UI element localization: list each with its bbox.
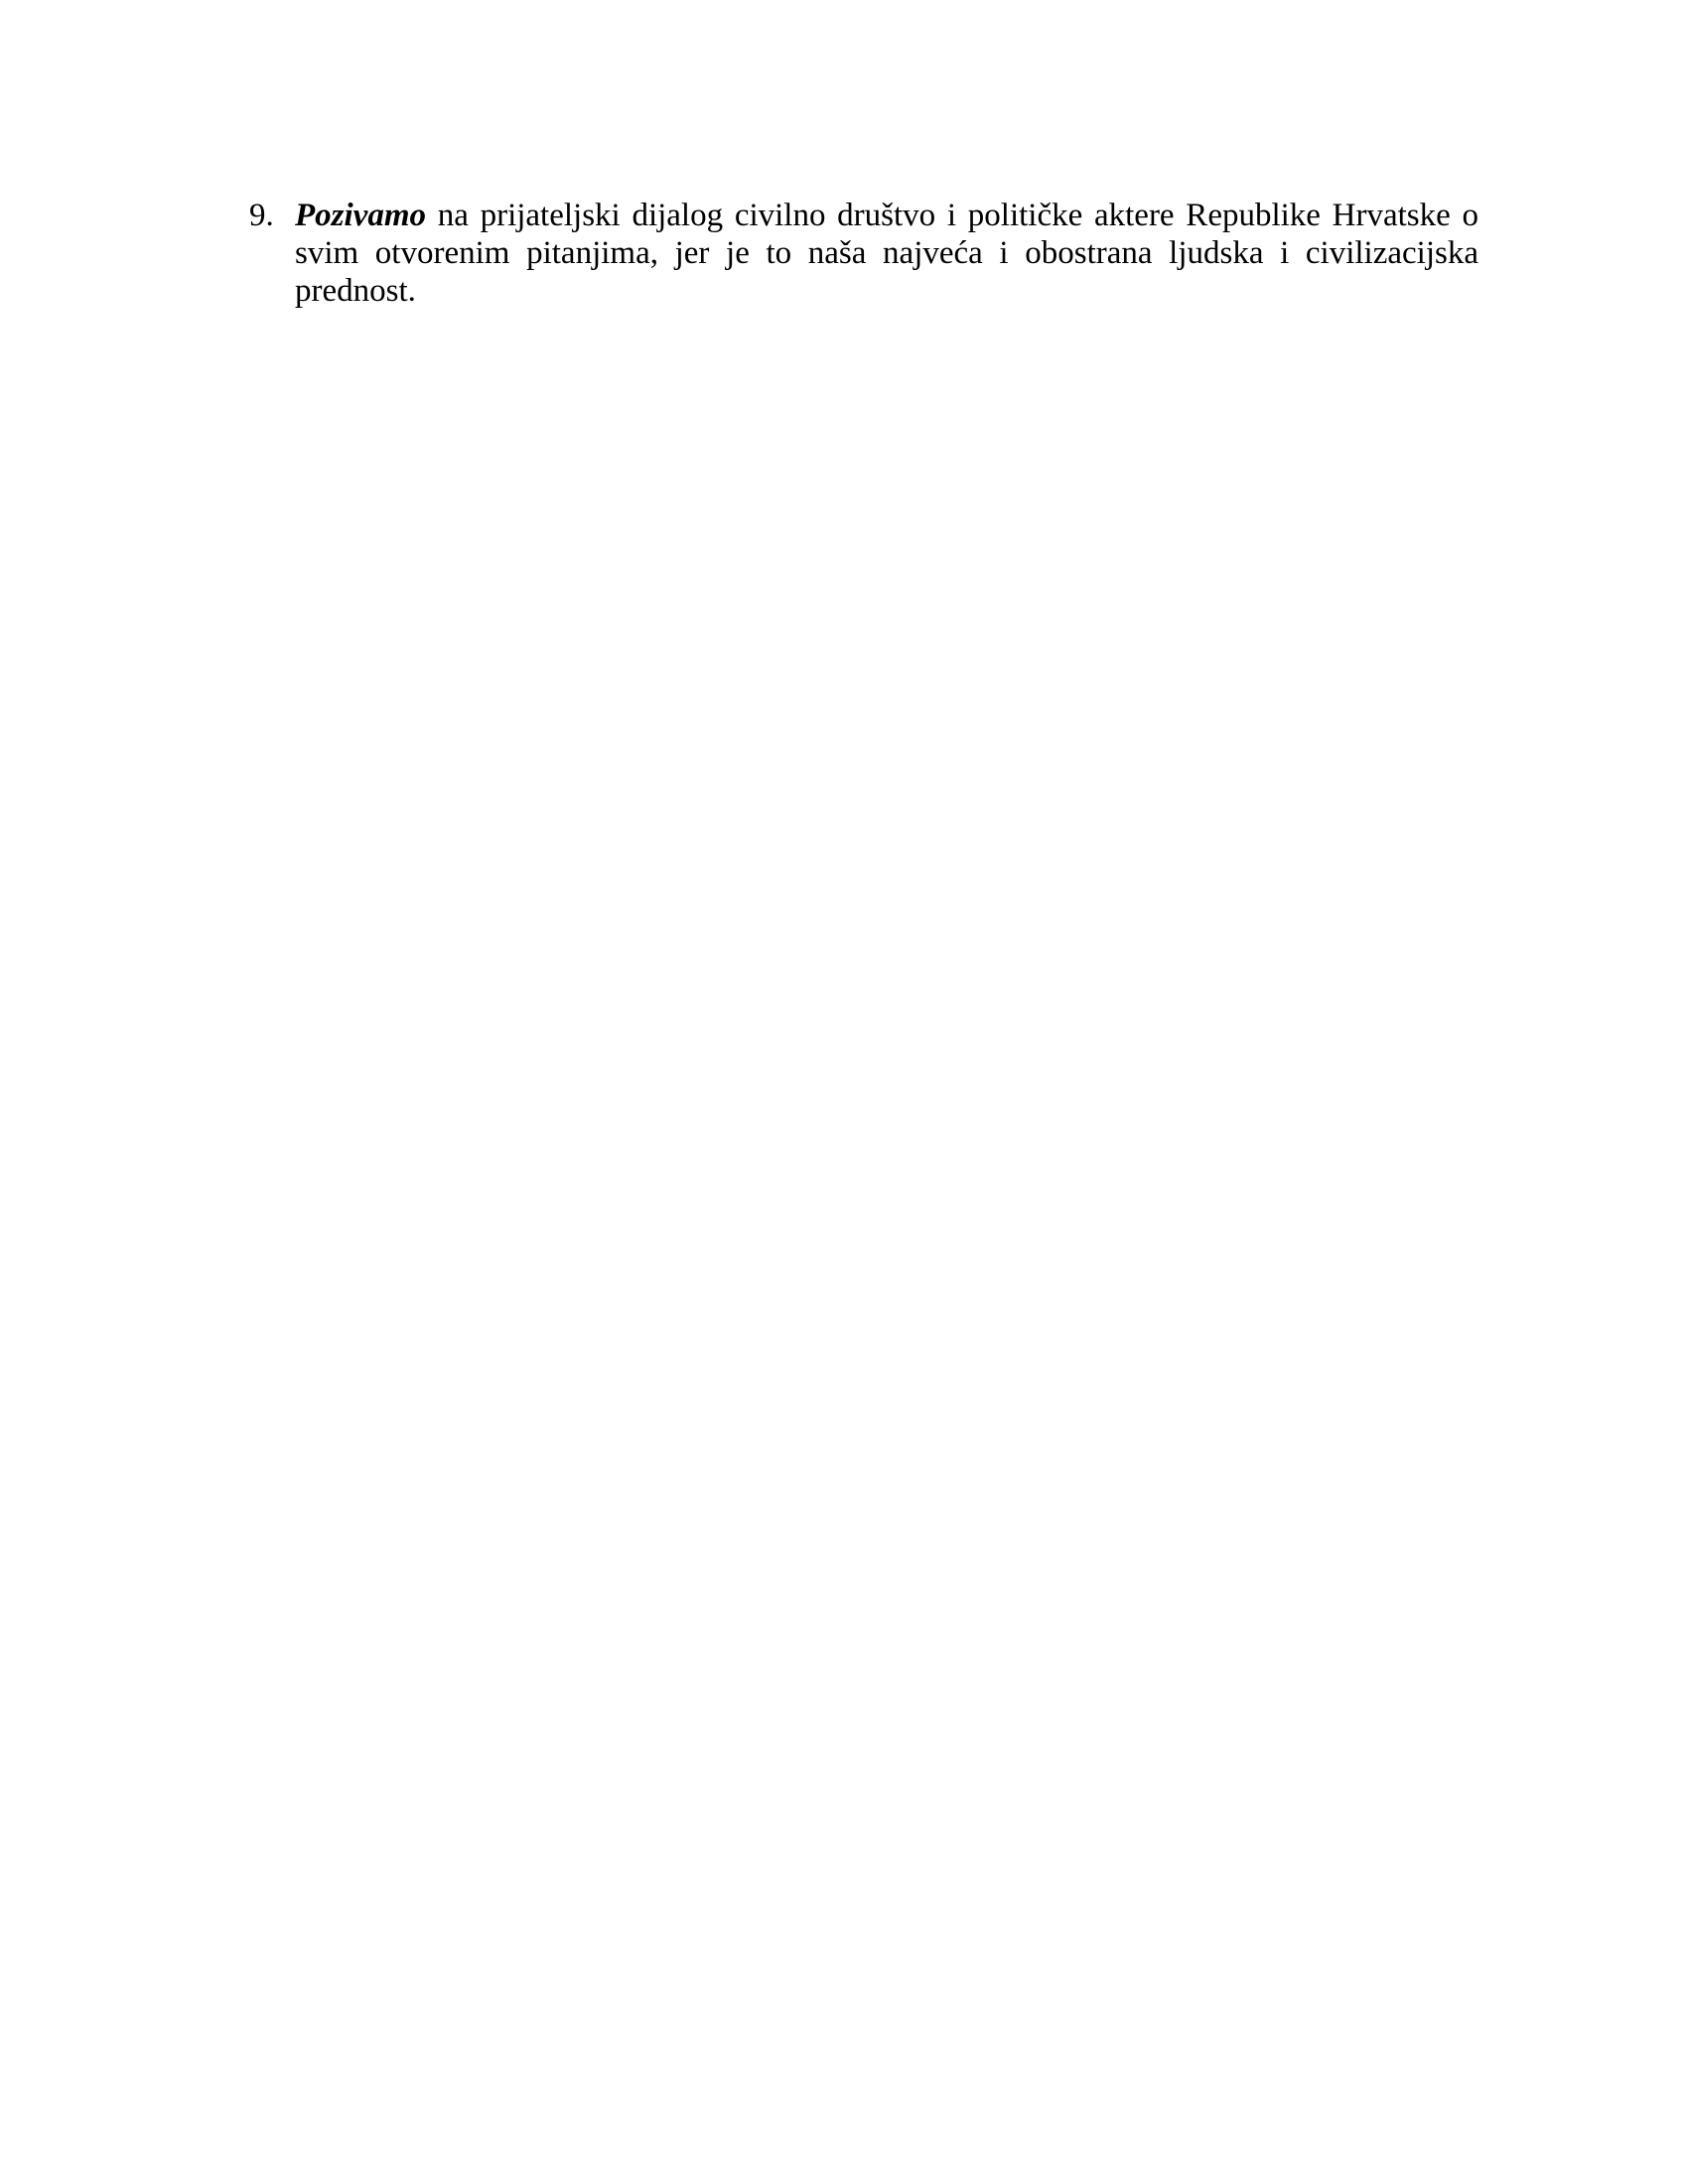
list-item-number: 9. (249, 198, 274, 233)
lead-word-bold-italic: Pozivamo (295, 198, 426, 233)
paragraph-line-1-text: na prijateljski dijalog civilno društvo i političke aktere Republike Hrvatske o (437, 198, 1479, 233)
numbered-list-item-9 (249, 197, 1478, 310)
paragraph-line-2: svim otvorenim pitanjima, jer je to naša najveća i obostrana ljudska i civilizacijska (295, 235, 1478, 271)
list-item-paragraph (295, 197, 1478, 310)
paragraph-line-1 (295, 197, 1478, 234)
paragraph-line-3: prednost. (295, 273, 416, 309)
